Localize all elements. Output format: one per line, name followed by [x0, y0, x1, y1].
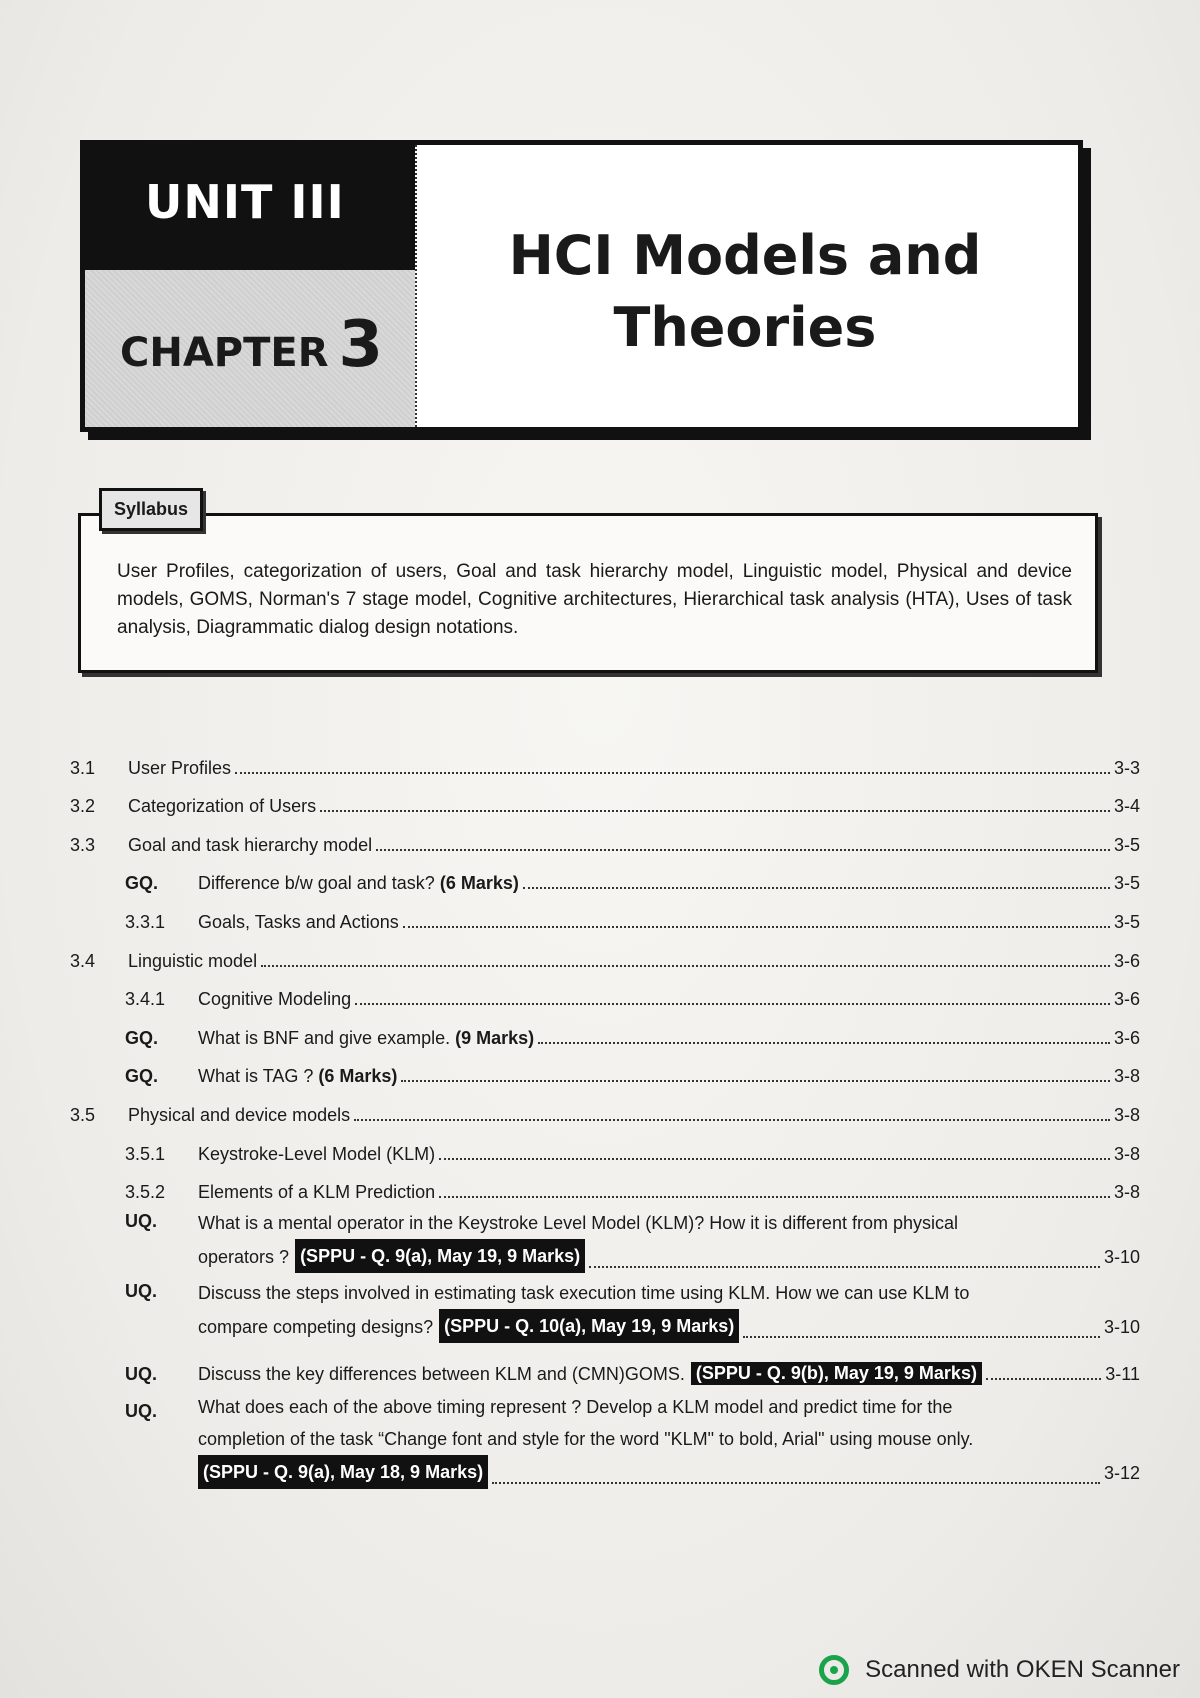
toc-row[interactable] — [70, 894, 1140, 933]
toc-row[interactable] — [70, 1203, 1140, 1273]
title-line-2: Theories — [613, 296, 877, 359]
toc-label: Goals, Tasks and Actions — [198, 911, 399, 932]
toc-label-cont: compare competing designs? — [198, 1317, 434, 1338]
toc-row[interactable] — [70, 1273, 1140, 1343]
toc-label: Elements of a KLM Prediction — [198, 1182, 436, 1203]
toc-page: 3-8 — [1113, 1143, 1140, 1164]
toc-page: 3-6 — [1113, 989, 1140, 1010]
toc-number: GQ. — [125, 1066, 159, 1087]
toc-row[interactable] — [70, 1343, 1140, 1385]
sppu-tag: (SPPU - Q. 10(a), May 19, 9 Marks) — [439, 1309, 739, 1343]
scanner-watermark — [819, 1655, 1180, 1685]
table-of-contents — [70, 740, 1140, 1489]
chapter-banner — [85, 270, 415, 427]
toc-page: 3-5 — [1113, 873, 1140, 894]
toc-page: 3-10 — [1103, 1317, 1140, 1338]
sppu-tag: (SPPU - Q. 9(b), May 19, 9 Marks) — [691, 1362, 982, 1385]
unit-banner — [85, 145, 415, 270]
toc-row[interactable] — [70, 1385, 1140, 1489]
toc-label: What is a mental operator in the Keystroke Level Model (KLM)? How it is different from physical — [198, 1213, 958, 1234]
chapter-word: CHAPTER — [120, 330, 329, 376]
toc-label: User Profiles — [128, 757, 232, 778]
toc-number: 3.5 — [70, 1104, 96, 1125]
toc-row[interactable] — [70, 740, 1140, 779]
toc-label: What is TAG ? — [198, 1066, 314, 1087]
scanner-logo-icon — [819, 1655, 849, 1685]
toc-number: GQ. — [125, 1027, 159, 1048]
toc-marks: (9 Marks) — [455, 1027, 535, 1048]
toc-marks: (6 Marks) — [439, 873, 519, 894]
toc-row[interactable] — [70, 1049, 1140, 1088]
toc-page: 3-4 — [1113, 796, 1140, 817]
toc-row[interactable] — [70, 1165, 1140, 1204]
toc-label: Cognitive Modeling — [198, 989, 352, 1010]
toc-row[interactable] — [70, 1126, 1140, 1165]
toc-page: 3-11 — [1105, 1364, 1140, 1385]
toc-number: GQ. — [125, 873, 159, 894]
toc-row[interactable] — [70, 933, 1140, 972]
toc-label-cont: completion of the task “Change font and style for the word "KLM" to bold, Arial" using mouse only. — [198, 1429, 974, 1450]
toc-row[interactable] — [70, 779, 1140, 818]
chapter-label — [120, 308, 383, 382]
toc-label: Keystroke-Level Model (KLM) — [198, 1143, 436, 1164]
syllabus-box — [78, 499, 1098, 673]
toc-page: 3-5 — [1113, 911, 1140, 932]
toc-number: 3.5.2 — [125, 1182, 166, 1203]
toc-label: What does each of the above timing represent ? Develop a KLM model and predict time for the — [198, 1397, 953, 1418]
toc-page: 3-6 — [1113, 950, 1140, 971]
syllabus-tab: Syllabus — [99, 488, 203, 531]
toc-number: UQ. — [125, 1211, 158, 1232]
toc-label: Discuss the steps involved in estimating task execution time using KLM. How we can use KLM to — [198, 1283, 970, 1304]
toc-row[interactable] — [70, 1010, 1140, 1049]
toc-page: 3-5 — [1113, 834, 1140, 855]
toc-label: Categorization of Users — [128, 796, 317, 817]
toc-label: Goal and task hierarchy model — [128, 834, 373, 855]
toc-page: 3-8 — [1113, 1104, 1140, 1125]
toc-page: 3-10 — [1103, 1247, 1140, 1268]
sppu-tag: (SPPU - Q. 9(a), May 18, 9 Marks) — [198, 1455, 488, 1489]
toc-number: 3.4.1 — [125, 989, 166, 1010]
toc-row[interactable] — [70, 1087, 1140, 1126]
toc-number: UQ. — [125, 1364, 158, 1385]
toc-row[interactable] — [70, 972, 1140, 1011]
toc-number: 3.4 — [70, 950, 96, 971]
sppu-tag: (SPPU - Q. 9(a), May 19, 9 Marks) — [295, 1239, 585, 1273]
chapter-title — [425, 220, 1065, 364]
toc-number: 3.3.1 — [125, 911, 166, 932]
chapter-header — [80, 140, 1083, 432]
toc-number: 3.1 — [70, 757, 96, 778]
toc-label: What is BNF and give example. — [198, 1027, 451, 1048]
toc-row[interactable] — [70, 856, 1140, 895]
scanner-label: Scanned with OKEN Scanner — [865, 1656, 1180, 1683]
toc-label: Linguistic model — [128, 950, 258, 971]
title-line-1: HCI Models and — [508, 224, 982, 287]
toc-number: 3.5.1 — [125, 1143, 166, 1164]
toc-number: 3.2 — [70, 796, 96, 817]
chapter-number: 3 — [338, 308, 384, 382]
toc-page: 3-12 — [1103, 1463, 1140, 1484]
toc-number: 3.3 — [70, 834, 96, 855]
toc-page: 3-8 — [1113, 1066, 1140, 1087]
toc-page: 3-6 — [1113, 1027, 1140, 1048]
toc-marks: (6 Marks) — [318, 1066, 398, 1087]
syllabus-text: User Profiles, categorization of users, Goal and task hierarchy model, Linguistic model, Physical and device models, GOMS, Norman's 7 stage model, Cognitive architectures, Hierarchical task analysis (HTA), Uses of task analysis, Diagrammatic dialog design notations. — [117, 561, 1072, 638]
unit-label: UNIT III — [145, 175, 345, 229]
toc-label: Difference b/w goal and task? — [198, 873, 435, 894]
toc-label: Physical and device models — [128, 1104, 351, 1125]
toc-row[interactable] — [70, 817, 1140, 856]
header-divider — [415, 145, 417, 427]
toc-label: Discuss the key differences between KLM and (CMN)GOMS. — [198, 1364, 685, 1385]
toc-label-cont: operators ? — [198, 1247, 290, 1268]
toc-page: 3-8 — [1113, 1182, 1140, 1203]
toc-number: UQ. — [125, 1401, 158, 1422]
toc-page: 3-3 — [1113, 757, 1140, 778]
toc-number: UQ. — [125, 1281, 158, 1302]
